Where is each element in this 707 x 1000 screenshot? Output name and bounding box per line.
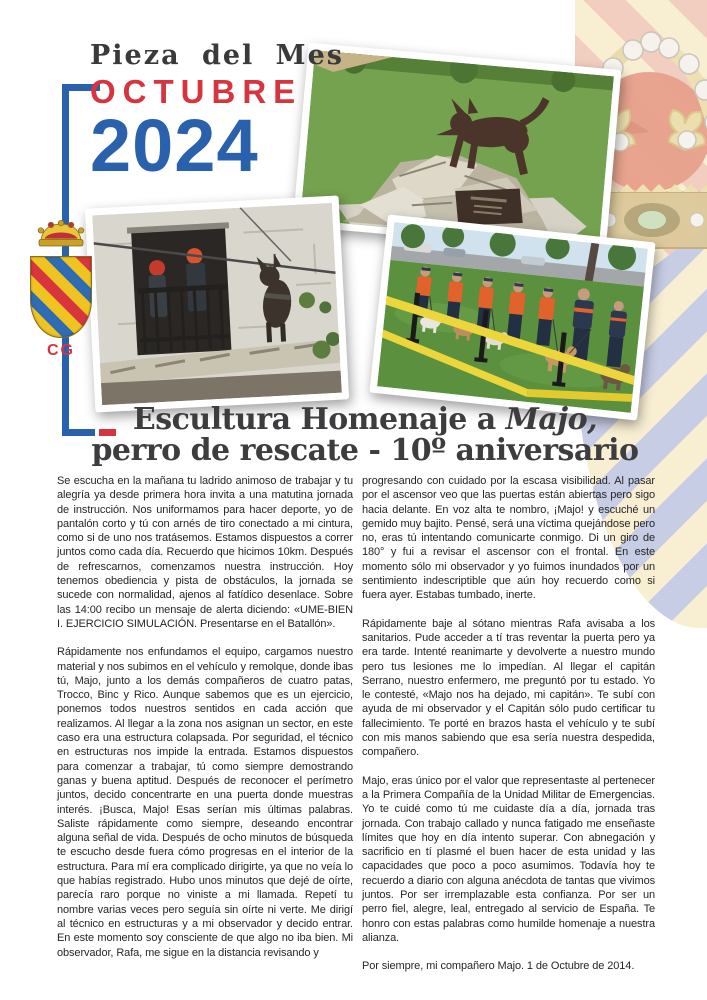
section-kicker: Pieza del Mes: [90, 40, 344, 71]
statue-scene: [300, 50, 614, 245]
article-title: [70, 402, 660, 469]
issue-year: 2024: [90, 104, 259, 187]
shield-icon: [30, 256, 92, 338]
title-line1-majo: Majo,: [505, 402, 598, 437]
cg-emblem: [24, 220, 98, 360]
issue-header: [90, 40, 344, 187]
article-column-left: [57, 474, 353, 974]
paragraph-dateline: Por siempre, mi compañero Majo. 1 de Octubre de 2014.: [362, 960, 635, 973]
paragraph: Se escucha en la mañana tu ladrido animoso de trabajar y tu alegría ya desde primera hora invita a una matutina jornada de instrucción. Nos uniformamos para hacer deporte, yo de pantalón corto y tú con arnés de tiro conectado a mi cintura, como si de uno nos tratásemos. Estamos dispuestos a correr juntos como cada día. Recuerdo que hicimos 10km. Después de refrescarnos, comenzamos nuestra instrucción. Hoy tenemos obediencia y pista de obstáculos, la jornada se sucede con normalidad, ajenos al fatídico desenlace. Sobre las 14:00 recibo un mensaje de alerta diciendo: «UME-BIEN I. EJERCICIO SIMULACIÓN. Presentarse en el Batallón».: [57, 475, 353, 630]
issue-month: OCTUBRE: [90, 73, 303, 110]
paragraph: Rápidamente baje al sótano mientras Rafa avisaba a los sanitarios. Pude acceder a tí tras reventar la puerta pero ya era tarde. Intenté reanimarte y devolverte a nuestro mundo pero tus lesiones me lo impedían. Al llegar el capitán Serrano, nuestro enfermero, me preguntó por tu estado. Yo le contesté, «Majo nos ha dejado, mi capitán». Te subí con ayuda de mi observador y el Capitán sólo pudo certificar tu fallecimiento. Te porté en brazos hasta el vehículo y te subí con mis manos sabiendo que esa sería nuestra despedida, compañero.: [362, 617, 655, 759]
title-line2: perro de rescate - 10º aniversario: [91, 433, 639, 469]
article-column-right: [362, 474, 655, 988]
rescue-scene: [92, 203, 342, 405]
paragraph: Rápidamente nos enfundamos el equipo, cargamos nuestro material y nos subimos en el vehículo y remolque, donde ibas tú, Majo, junto a los demás compañeros de cuatro patas, Trocco, Binc y Rico. Aunque sabemos que es un ejercicio, ponemos todos nuestros sentidos en cada acción que realizamos. Al llegar a la zona nos asignan un sector, en este caso era una estructura colapsada. Por seguridad, el técnico en estructuras nos impide la entrada. Estamos dispuestos para comenzar a trabajar, tú como siempre demostrando ganas y buena aptitud. Después de reconocer el perímetro juntos, decido concentrarte en una puerta donde muestras interés. ¡Busca, Majo! Esas serían mis últimas palabras. Saliste rápidamente como siempre, deseando encontrar alguna señal de vida. Después de ocho minutos de búsqueda te escucho desde fuera cómo progresas en el interior de la estructura. Para mí era complicado dirigirte, ya que no veía lo que habías registrado. Hubo unos minutos que dejé de oírte, parecía raro porque no viniste a mi llamada. Repetí tu nombre varias veces pero seguía sin oírte ni verte. Me dirigí al técnico en estructuras y a mi observador y decido entrar. En este momento soy consciente de que algo no iba bien. Mi observador, Rafa, me sigue en la distancia revisando y: [57, 646, 353, 959]
ceremony-scene: [377, 222, 648, 413]
paragraph: Majo, eras único por el valor que representaste al pertenecer a la Primera Compañía de la Unidad Militar de Emergencias. Yo te cuidé como tú me cuidaste día a día, jornada tras jornada. Con trabajo callado y nunca fatigado me enseñaste límites que hoy en día intento superar. Con abnegación y sacrificio en tí plasmé el buen hacer de esta unidad y las capacidades que poco a poco asumimos. Todavía hoy te recuerdo a diario con alguna anécdota de tantas que vivimos juntos. Por ser irremplazable esta confianza. Por ser un perro fiel, alegre, leal, entregado al servicio de España. Te honro con estas palabras como humilde homenaje a nuestra alianza.: [362, 774, 655, 944]
cg-crown-icon: [29, 220, 93, 250]
title-line1: [133, 402, 597, 437]
photo-vertical-rescue: [85, 195, 349, 412]
photo-handlers-ceremony: [369, 214, 655, 420]
title-line1-plain: Escultura Homenaje a: [132, 402, 506, 437]
emblem-initials: CG: [47, 342, 75, 359]
paragraph: progresando con cuidado por la escasa visibilidad. Al pasar por el ascensor veo que las puertas están abiertas pero sigo hacia delante. En voz alta te nombro, ¡Majo! y escuché un gemido muy bajito. Pensé, será una víctima quejándose pero no, eras tú intentando comunicarte conmigo. Di un giro de 180° y fui a revisar el ascensor con el frontal. En este momento sólo mi observador y yo fuimos inundados por un sentimiento indescriptible que aún hoy recuerdo como si fuera ayer. Estabas tumbado, inerte.: [362, 475, 655, 602]
